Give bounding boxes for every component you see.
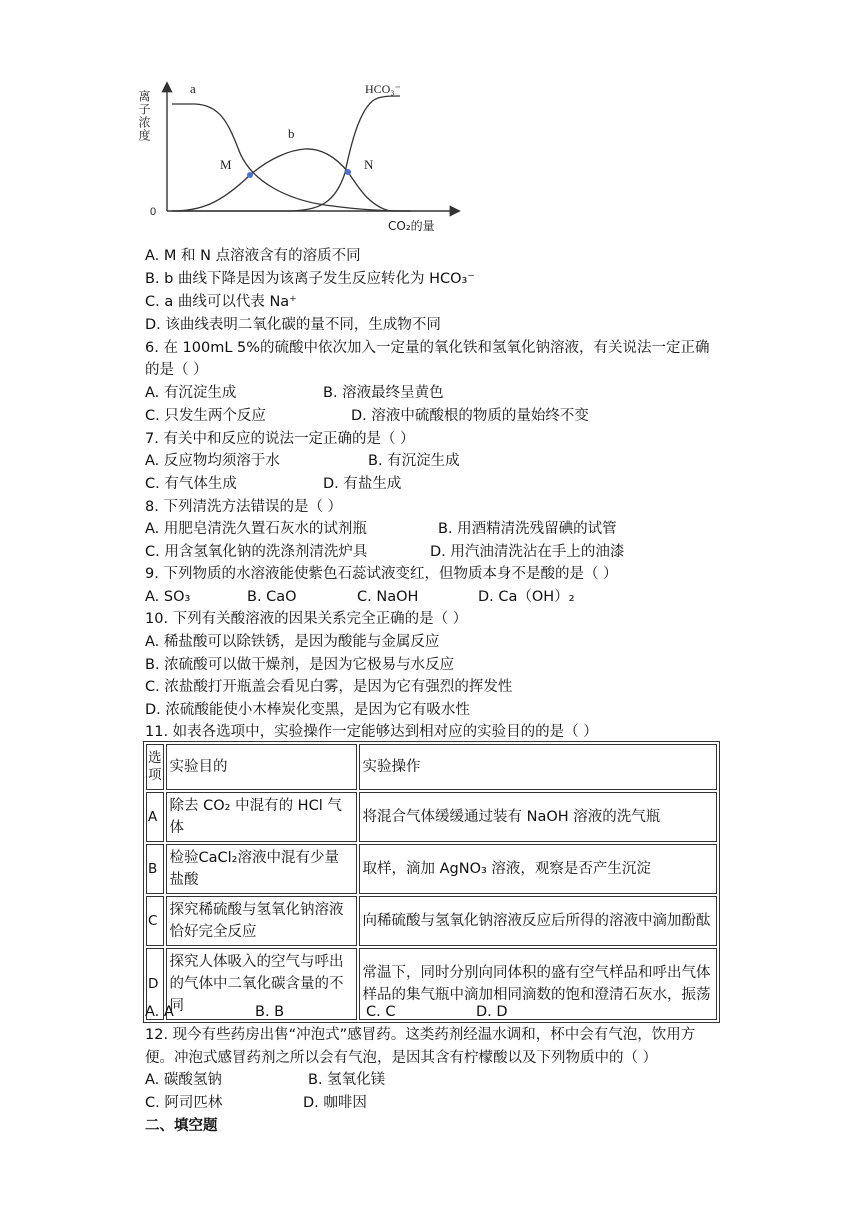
q6-option-d: D. 溶液中硫酸根的物质的量始终不变 xyxy=(351,408,589,424)
row-option: C xyxy=(146,896,164,946)
curve-b-label: b xyxy=(288,126,295,141)
row-operation: 常温下，同时分别向同体积的盛有空气样品和呼出气体样品的集气瓶中滴加相同滴数的饱和澄清石灰水，振荡 xyxy=(359,948,718,1020)
q10-option-c: C. 浓盐酸打开瓶盖会看见白雾，是因为它有强烈的挥发性 xyxy=(145,679,513,695)
q8-stem: 8. 下列清洗方法错误的是（ ） xyxy=(145,499,343,515)
q7-option-b: B. 有沉淀生成 xyxy=(368,453,460,469)
q11-option-d: D. D xyxy=(476,1004,508,1020)
q12-stem-line1: 12. 现今有些药房出售“冲泡式”感冒药。这类药剂经温水调和，杯中会有气泡，饮用方 xyxy=(145,1027,696,1043)
q11-stem: 11. 如表各选项中，实验操作一定能够达到相对应的实验目的的是（ ） xyxy=(145,724,598,740)
table-row xyxy=(146,948,717,1020)
row-goal: 探究稀硫酸与氢氧化钠溶液恰好完全反应 xyxy=(166,896,357,946)
row-option: D xyxy=(146,948,164,1020)
y-axis-label: 离子浓度 xyxy=(137,90,151,142)
q7-stem: 7. 有关中和反应的说法一定正确的是（ ） xyxy=(145,431,415,447)
q12-option-b: B. 氢氧化镁 xyxy=(308,1072,386,1088)
q12-option-d: D. 咖啡因 xyxy=(303,1095,367,1111)
q9-option-b: B. CaO xyxy=(247,589,297,605)
q9-option-c: C. NaOH xyxy=(357,589,419,605)
row-goal: 除去 CO₂ 中混有的 HCl 气体 xyxy=(166,792,357,842)
q8-option-c: C. 用含氢氧化钠的洗涤剂清洗炉具 xyxy=(145,544,368,560)
q5-option-a: A. M 和 N 点溶液含有的溶质不同 xyxy=(145,248,361,264)
header-option: 选项 xyxy=(146,744,164,790)
origin-label: 0 xyxy=(150,206,157,218)
row-option: B xyxy=(146,844,164,894)
row-operation: 取样，滴加 AgNO₃ 溶液，观察是否产生沉淀 xyxy=(359,844,718,894)
table-header-row xyxy=(146,744,717,790)
q12-option-a: A. 碳酸氢钠 xyxy=(145,1072,222,1088)
q12-stem-line2: 便。冲泡式感冒药剂之所以会有气泡，是因其含有柠檬酸以及下列物质中的（ ） xyxy=(145,1050,658,1066)
header-operation: 实验操作 xyxy=(359,744,718,790)
q6-option-a: A. 有沉淀生成 xyxy=(145,385,237,401)
q6-option-c: C. 只发生两个反应 xyxy=(145,408,266,424)
q9-stem: 9. 下列物质的水溶液能使紫色石蕊试液变红，但物质本身不是酸的是（ ） xyxy=(145,566,618,582)
q6-stem-line2: 的是（ ） xyxy=(145,362,208,378)
q9-option-a: A. SO₃ xyxy=(145,589,191,605)
q6-option-b: B. 溶液最终呈黄色 xyxy=(323,385,444,401)
curve-b xyxy=(172,149,410,211)
q5-option-c: C. a 曲线可以代表 Na⁺ xyxy=(145,294,297,310)
row-goal: 检验CaCl₂溶液中混有少量盐酸 xyxy=(166,844,357,894)
q8-option-d: D. 用汽油清洗沾在手上的油漆 xyxy=(430,544,625,560)
q10-option-a: A. 稀盐酸可以除铁锈，是因为酸能与金属反应 xyxy=(145,634,440,650)
q8-option-a: A. 用肥皂清洗久置石灰水的试剂瓶 xyxy=(145,521,367,537)
q7-option-d: D. 有盐生成 xyxy=(323,476,402,492)
q8-option-b: B. 用酒精清洗残留碘的试管 xyxy=(438,521,617,537)
row-operation: 向稀硫酸与氢氧化钠溶液反应后所得的溶液中滴加酚酞 xyxy=(359,896,718,946)
q9-option-d: D. Ca（OH）₂ xyxy=(478,589,575,605)
point-m-marker xyxy=(247,172,253,178)
header-goal: 实验目的 xyxy=(166,744,357,790)
x-axis-label: CO₂的量 xyxy=(388,219,435,233)
q7-option-a: A. 反应物均须溶于水 xyxy=(145,453,280,469)
q11-option-c: C. C xyxy=(366,1004,396,1020)
curve-a xyxy=(172,104,412,211)
q10-option-d: D. 浓硫酸能使小木棒炭化变黑，是因为它有吸水性 xyxy=(145,702,470,718)
point-n-marker xyxy=(345,169,351,175)
row-goal: 探究人体吸入的空气与呼出的气体中二氧化碳含量的不同 xyxy=(166,948,357,1020)
q11-option-b: B. B xyxy=(255,1004,285,1020)
q10-stem: 10. 下列有关酸溶液的因果关系完全正确的是（ ） xyxy=(145,611,468,627)
q12-option-c: C. 阿司匹林 xyxy=(145,1095,223,1111)
curve-hco3-label: HCO₃⁻ xyxy=(365,82,401,96)
q5-option-d: D. 该曲线表明二氧化碳的量不同，生成物不同 xyxy=(145,317,441,333)
ion-concentration-chart xyxy=(137,78,470,238)
row-option: A xyxy=(146,792,164,842)
point-n-label: N xyxy=(364,157,374,172)
table-row xyxy=(146,844,717,894)
q11-option-a: A. A xyxy=(145,1004,174,1020)
curve-a-label: a xyxy=(190,81,196,96)
q11-options-table xyxy=(143,741,720,1023)
q7-option-c: C. 有气体生成 xyxy=(145,476,237,492)
q10-option-b: B. 浓硫酸可以做干燥剂，是因为它极易与水反应 xyxy=(145,657,455,673)
section-title-fill-in: 二、填空题 xyxy=(145,1118,218,1134)
q6-stem-line1: 6. 在 100mL 5%的硫酸中依次加入一定量的氧化铁和氢氧化钠溶液，有关说法一定正确 xyxy=(145,340,710,356)
table-row xyxy=(146,792,717,842)
row-operation: 将混合气体缓缓通过装有 NaOH 溶液的洗气瓶 xyxy=(359,792,718,842)
q5-option-b: B. b 曲线下降是因为该离子发生反应转化为 HCO₃⁻ xyxy=(145,271,475,287)
point-m-label: M xyxy=(220,157,232,172)
table-row xyxy=(146,896,717,946)
